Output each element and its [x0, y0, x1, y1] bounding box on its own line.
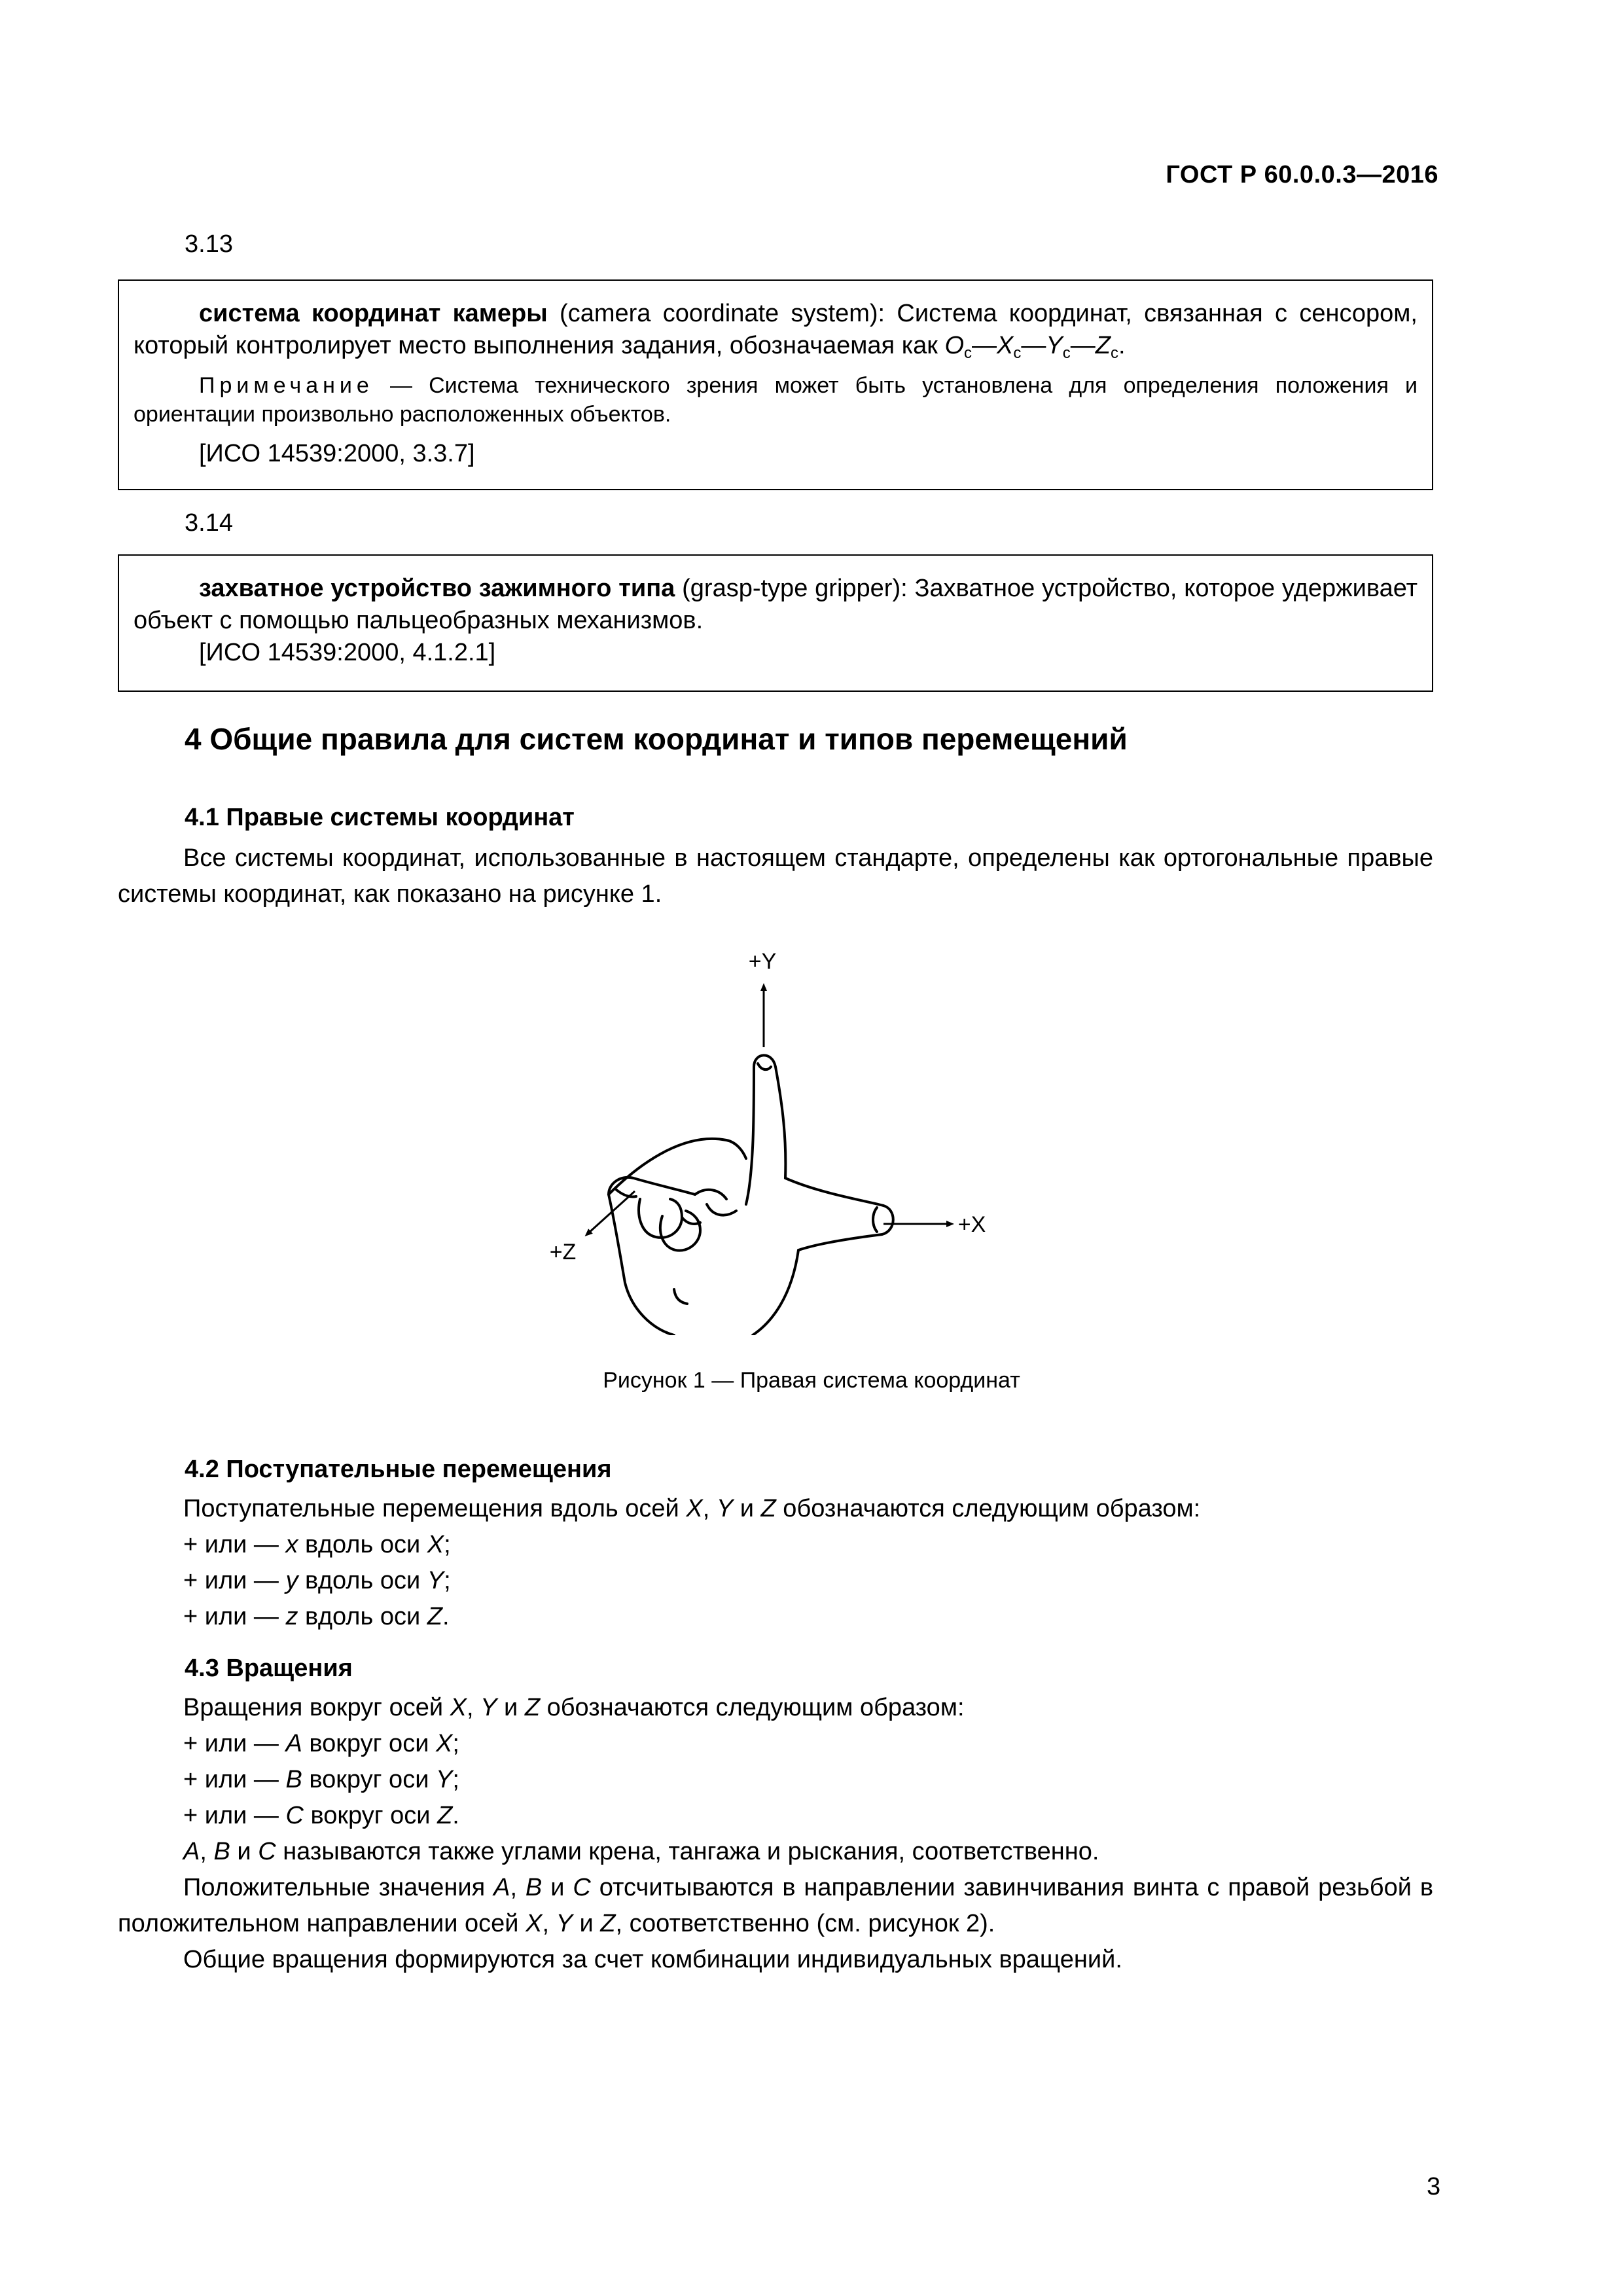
text: вокруг оси [303, 1802, 438, 1829]
axis-y: Y [480, 1694, 497, 1721]
paragraph: Все системы координат, использованные в настоящем стандарте, определены как ортогональные правые системы координат, как показано на рисунке 1. [118, 844, 1433, 908]
axis: Z [437, 1802, 453, 1829]
figure-1-caption: Рисунок 1 — Правая система координат [603, 1368, 1020, 1393]
axis-x: X [686, 1495, 703, 1522]
text: ; [452, 1730, 459, 1757]
text: Положительные значения [183, 1874, 494, 1901]
text: ; [452, 1766, 459, 1793]
subscript-c: c [1062, 344, 1071, 362]
label-plus-z: +Z [549, 1240, 577, 1265]
axis: X [435, 1730, 453, 1757]
list-item [118, 1798, 1433, 1834]
text: + или — [183, 1766, 286, 1793]
symbol: A [285, 1730, 302, 1757]
text: обозначаются следующим образом: [776, 1495, 1201, 1522]
standard-header: ГОСТ Р 60.0.0.3—2016 [1166, 161, 1438, 188]
dash: — [1070, 332, 1096, 359]
axis-z: Z [760, 1495, 776, 1522]
text: , [542, 1910, 556, 1937]
paragraph [118, 1491, 1433, 1527]
section-4-1-heading: 4.1 Правые системы координат [185, 804, 575, 831]
axis: X [526, 1910, 543, 1937]
symbol: C [573, 1874, 591, 1901]
axis: Z [427, 1603, 442, 1630]
list-item [118, 1527, 1433, 1563]
section-4-1-body [118, 840, 1433, 912]
axis-z: Z [524, 1694, 541, 1721]
paragraph [118, 1690, 1433, 1726]
text: + или — [183, 1603, 286, 1630]
subscript-c: c [1110, 344, 1118, 362]
section-4-3-heading: 4.3 Вращения [185, 1655, 353, 1682]
paragraph [118, 1834, 1433, 1870]
term-definition [134, 573, 1418, 637]
symbol-y: Y [1046, 332, 1063, 359]
term-definition [134, 298, 1418, 362]
term-source: [ИСО 14539:2000, 4.1.2.1] [199, 639, 496, 666]
text: Поступательные перемещения вдоль осей [183, 1495, 687, 1522]
text: , [200, 1838, 214, 1865]
symbol: B [285, 1766, 302, 1793]
term-number-3-14: 3.14 [185, 509, 233, 537]
text: , [510, 1874, 526, 1901]
term-number-3-13: 3.13 [185, 230, 233, 258]
symbol: A [183, 1838, 200, 1865]
term-english: (camera coordinate system): [547, 300, 897, 327]
label-plus-y: +Y [748, 949, 777, 974]
text: вдоль оси [298, 1603, 427, 1630]
symbol: C [258, 1838, 276, 1865]
text: + или — [183, 1802, 286, 1829]
text: отсчитываются в направлении завинчивания винта с правой резьбой в положительном направлении осей [118, 1874, 1434, 1937]
text: + или — [183, 1531, 286, 1558]
list-item [118, 1762, 1433, 1798]
text: + или — [183, 1730, 286, 1757]
text: и [230, 1838, 259, 1865]
section-4-heading: 4 Общие правила для систем координат и типов перемещений [185, 722, 1128, 756]
text: вдоль оси [298, 1531, 427, 1558]
list-item [118, 1563, 1433, 1599]
section-4-3-body [118, 1690, 1433, 1978]
text: и [542, 1874, 573, 1901]
axis-x: X [450, 1694, 467, 1721]
symbol: B [525, 1874, 543, 1901]
paragraph: Общие вращения формируются за счет комбинации индивидуальных вращений. [183, 1946, 1122, 1973]
term-title: система координат камеры [199, 300, 548, 327]
note-text: — Система технического зрения может быть установлена для определения положения и ориентации произвольно расположенных объектов. [134, 373, 1418, 427]
axis: Y [427, 1567, 444, 1594]
symbol: z [285, 1603, 298, 1630]
symbol: B [213, 1838, 230, 1865]
text: . [442, 1603, 450, 1630]
symbol-o: O [944, 332, 965, 359]
text: + или — [183, 1567, 286, 1594]
text: вокруг оси [302, 1730, 436, 1757]
term-title: захватное устройство зажимного типа [199, 575, 675, 602]
list-item [118, 1726, 1433, 1762]
text: вокруг оси [302, 1766, 436, 1793]
dash: — [1021, 332, 1046, 359]
symbol: x [285, 1531, 298, 1558]
text: вдоль оси [298, 1567, 427, 1594]
symbol: C [285, 1802, 304, 1829]
axis: Z [600, 1910, 616, 1937]
section-4-2-body [118, 1491, 1433, 1635]
text: и [733, 1495, 761, 1522]
note-label: Примечание [199, 373, 374, 398]
label-plus-x: +X [957, 1212, 986, 1237]
symbol: y [285, 1567, 298, 1594]
text: обозначаются следующим образом: [540, 1694, 965, 1721]
hand-drawing [609, 1055, 893, 1335]
term-text: Система координат, связанная с сенсором, который контролирует место выполнения задания, обозначаемая как [134, 300, 1418, 359]
text: и [572, 1910, 601, 1937]
text: называются также углами крена, тангажа и рыскания, соответственно. [276, 1838, 1099, 1865]
period: . [1118, 332, 1126, 359]
section-4-2-heading: 4.2 Поступательные перемещения [185, 1456, 612, 1483]
dash: — [972, 332, 997, 359]
term-english: (grasp-type gripper): [675, 575, 915, 602]
symbol-x: X [997, 332, 1014, 359]
term-source: [ИСО 14539:2000, 3.3.7] [199, 440, 475, 467]
text: Вращения вокруг осей [183, 1694, 450, 1721]
symbol: A [493, 1874, 510, 1901]
text: ; [444, 1567, 451, 1594]
list-item [118, 1599, 1433, 1635]
text: , [467, 1694, 481, 1721]
term-box-3-14 [118, 554, 1433, 692]
axis-y: Y [716, 1495, 734, 1522]
subscript-c: c [1013, 344, 1022, 362]
subscript-c: c [964, 344, 972, 362]
paragraph [118, 1870, 1433, 1942]
symbol-z: Z [1095, 332, 1111, 359]
axis: X [427, 1531, 444, 1558]
text: , [702, 1495, 717, 1522]
text: , соответственно (см. рисунок 2). [615, 1910, 995, 1937]
text: . [452, 1802, 459, 1829]
axis: Y [556, 1910, 573, 1937]
axis: Y [435, 1766, 453, 1793]
term-note [134, 371, 1418, 429]
text: и [497, 1694, 525, 1721]
page-number: 3 [1427, 2173, 1441, 2200]
term-box-3-13 [118, 279, 1433, 490]
text: ; [444, 1531, 451, 1558]
term-text: Захватное устройство, которое удерживает объект с помощью пальцеобразных механизмов. [134, 575, 1418, 634]
figure-1-right-hand-coordinates [510, 942, 1034, 1335]
